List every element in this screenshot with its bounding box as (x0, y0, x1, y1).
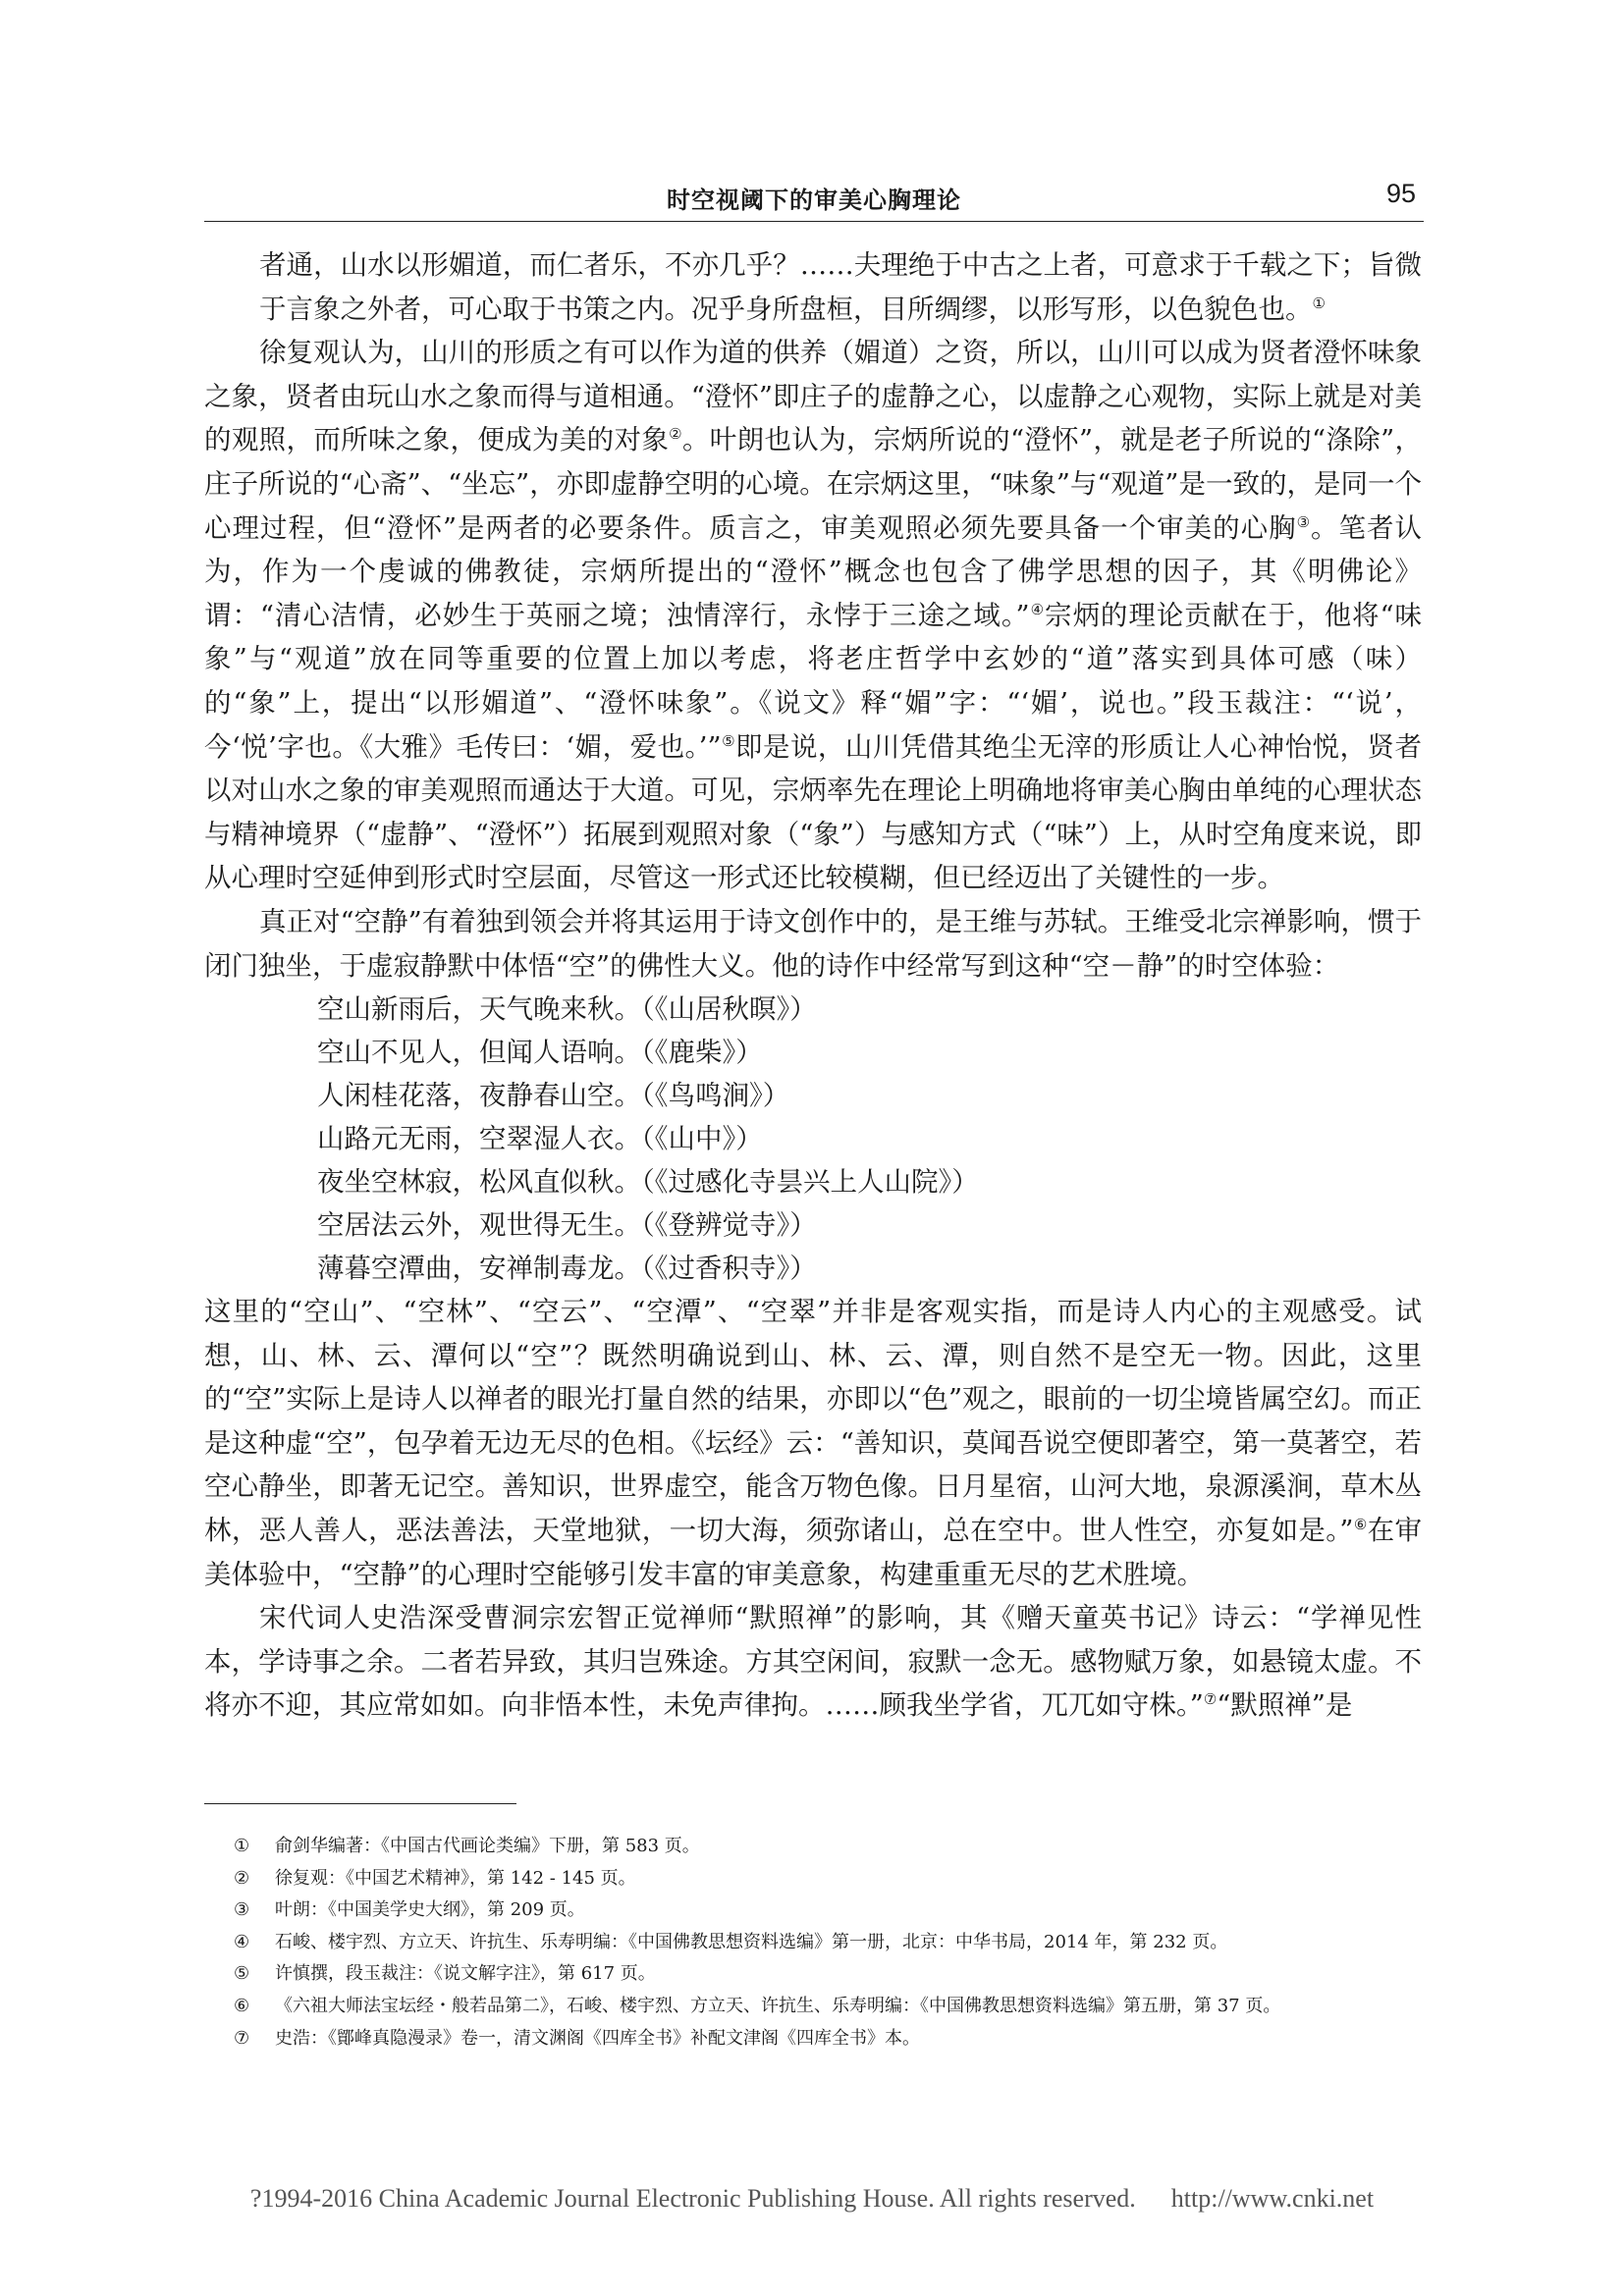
footnote (234, 1927, 1422, 1959)
footnote-divider (204, 1803, 516, 1804)
running-header (204, 175, 1424, 218)
footnote-ref-7[interactable]: ⑦ (1203, 1690, 1218, 1709)
poem-line: 薄暮空潭曲，安禅制毒龙。（《过香积寺》） (317, 1253, 817, 1285)
paragraph-shi-hao: 宋代词人史浩深受曹洞宗宏智正觉禅师“默照禅”的影响，其《赠天童英书记》诗云：“学禅见性本，学诗事之余。二者若异致，其归岂殊途。方其空闲间，寂默一念无。感物赋万象，如悬镜太虚。不将亦不迎，其应常如如。向非悟本性，未免声律拘。……顾我坐学省，兀兀如守株。”⑦“默照禅”是 (204, 1602, 1422, 1722)
page-number: 95 (1385, 179, 1416, 208)
poem-line: 夜坐空林寂，松风直似秋。（《过感化寺昙兴上人山院》） (317, 1166, 979, 1199)
footnote-text: 石峻、楼宇烈、方立天、许抗生、乐寿明编：《中国佛教思想资料选编》第一册，北京：中华书局，2014 年，第 232 页。 (275, 1931, 1228, 1952)
copyright-notice: ?1994-2016 China Academic Journal Electronic Publishing House. All rights reserved. (249, 2184, 1136, 2213)
footnote (234, 1895, 1422, 1927)
footnote-ref-5[interactable]: ⑤ (721, 731, 735, 750)
poem-line: 空居法云外，观世得无生。（《登辨觉寺》） (317, 1209, 817, 1242)
footnote-mark: ⑤ (234, 1963, 250, 1985)
footnote-ref-2[interactable]: ② (669, 425, 682, 444)
poem-line: 山路元无雨，空翠湿人衣。（《山中》） (317, 1123, 763, 1155)
footnote-mark: ⑥ (234, 1995, 250, 2016)
footnote (234, 1991, 1422, 2023)
header-title: 时空视阈下的审美心胸理论 (667, 186, 961, 214)
footnote (234, 1831, 1422, 1863)
paragraph-xu-fuguan: 徐复观认为，山川的形质之有可以作为道的供养（媚道）之资，所以，山川可以成为贤者澄怀味象之象，贤者由玩山水之象而得与道相通。“澄怀”即庄子的虚静之心，以虚静之心观物，实际上就是对美的观照，而所味之象，便成为美的对象②。叶朗也认为，宗炳所说的“澄怀”，就是老子所说的“涤除”，庄子所说的“心斋”、“坐忘”，亦即虚静空明的心境。在宗炳这里，“味象”与“观道”是一致的，是同一个心理过程，但“澄怀”是两者的必要条件。质言之，审美观照必须先要具备一个审美的心胸③。笔者认为，作为一个虔诚的佛教徒，宗炳所提出的“澄怀”概念也包含了佛学思想的因子，其《明佛论》谓：“清心洁情，必妙生于英丽之境；浊情滓行，永悖于三途之域。”④宗炳的理论贡献在于，他将“味象”与“观道”放在同等重要的位置上加以考虑，将老庄哲学中玄妙的“道”落实到具体可感（味）的“象”上，提出“以形媚道”、“澄怀味象”。《说文》释“媚”字：“‘媚’，说也。”段玉裁注：“‘说’，今‘悦’字也。《大雅》毛传曰：‘媚，爱也。’”⑤即是说，山川凭借其绝尘无滓的形质让人心神怡悦，贤者以对山水之象的审美观照而通达于大道。可见，宗炳率先在理论上明确地将审美心胸由单纯的心理状态与精神境界（“虚静”、“澄怀”）拓展到观照对象（“象”）与感知方式（“味”）上，从时空角度来说，即从心理时空延伸到形式时空层面，尽管这一形式还比较模糊，但已经迈出了关键性的一步。 (204, 337, 1423, 894)
page-footer (0, 2184, 1624, 2214)
footnote-mark: ⑦ (234, 2027, 250, 2049)
footnote-text: 《六祖大师法宝坛经・般若品第二》，石峻、楼宇烈、方立天、许抗生、乐寿明编：《中国佛教思想资料选编》第五册，第 37 页。 (275, 1995, 1281, 2016)
poem-line: 空山新雨后，天气晚来秋。（《山居秋暝》） (317, 993, 817, 1026)
footnote-ref-1[interactable]: ① (1312, 294, 1326, 312)
footnote-text: 叶朗：《中国美学史大纲》，第 209 页。 (275, 1899, 585, 1921)
footnote-text: 俞剑华编著：《中国古代画论类编》下册，第 583 页。 (275, 1836, 700, 1856)
header-divider (204, 221, 1424, 222)
footnote-mark: ② (234, 1867, 250, 1889)
footnote (234, 1958, 1422, 1991)
footnote-mark: ④ (234, 1931, 250, 1952)
block-quote-paragraph: 者通，山水以形媚道，而仁者乐，不亦几乎？……夫理绝于中古之上者，可意求于千载之下；旨微于言象之外者，可心取于书策之内。况乎身所盘桓，目所绸缪，以形写形，以色貌色也。① (259, 249, 1422, 325)
footnote (234, 2023, 1422, 2056)
footnote-ref-6[interactable]: ⑥ (1353, 1515, 1368, 1533)
paragraph-kong-analysis: 这里的“空山”、“空林”、“空云”、“空潭”、“空翠”并非是客观实指，而是诗人内心的主观感受。试想，山、林、云、潭何以“空”？既然明确说到山、林、云、潭，则自然不是空无一物。因此，这里的“空”实际上是诗人以禅者的眼光打量自然的结果，亦即以“色”观之，眼前的一切尘境皆属空幻。而正是这种虚“空”，包孕着无边无尽的色相。《坛经》云：“善知识，莫闻吾说空便即著空，第一莫著空，若空心静坐，即著无记空。善知识，世界虚空，能含万物色像。日月星宿，山河大地，泉源溪涧，草木丛林，恶人善人，恶法善法，天堂地狱，一切大海，须弥诸山，总在空中。世人性空，亦复如是。”⑥在审美体验中，“空静”的心理时空能够引发丰富的审美意象，构建重重无尽的艺术胜境。 (204, 1296, 1423, 1590)
poem-list (204, 988, 1422, 1290)
footnote-text: 史浩：《鄮峰真隐漫录》卷一，清文渊阁《四库全书》补配文津阁《四库全书》本。 (275, 2027, 920, 2049)
footnote-mark: ① (234, 1836, 250, 1856)
footnote-mark: ③ (234, 1899, 250, 1921)
article-body (204, 243, 1422, 1728)
footnote-text: 许慎撰，段玉裁注：《说文解字注》，第 617 页。 (275, 1963, 656, 1985)
footnote-list (234, 1831, 1422, 2055)
footer-link[interactable]: http://www.cnki.net (1170, 2184, 1375, 2213)
footnote-ref-4[interactable]: ④ (1029, 600, 1045, 618)
poem-line: 人闲桂花落，夜静春山空。（《鸟鸣涧》） (317, 1080, 790, 1112)
poem-line: 空山不见人，但闻人语响。（《鹿柴》） (317, 1037, 763, 1069)
footnote-text: 徐复观：《中国艺术精神》，第 142 - 145 页。 (275, 1867, 636, 1889)
footnote (234, 1863, 1422, 1896)
paragraph-wang-wei: 真正对“空静”有着独到领会并将其运用于诗文创作中的，是王维与苏轼。王维受北宗禅影响，惯于闭门独坐，于虚寂静默中体悟“空”的佛性大义。他的诗作中经常写到这种“空－静”的时空体验： (204, 905, 1422, 982)
footnote-ref-3[interactable]: ③ (1296, 512, 1312, 531)
